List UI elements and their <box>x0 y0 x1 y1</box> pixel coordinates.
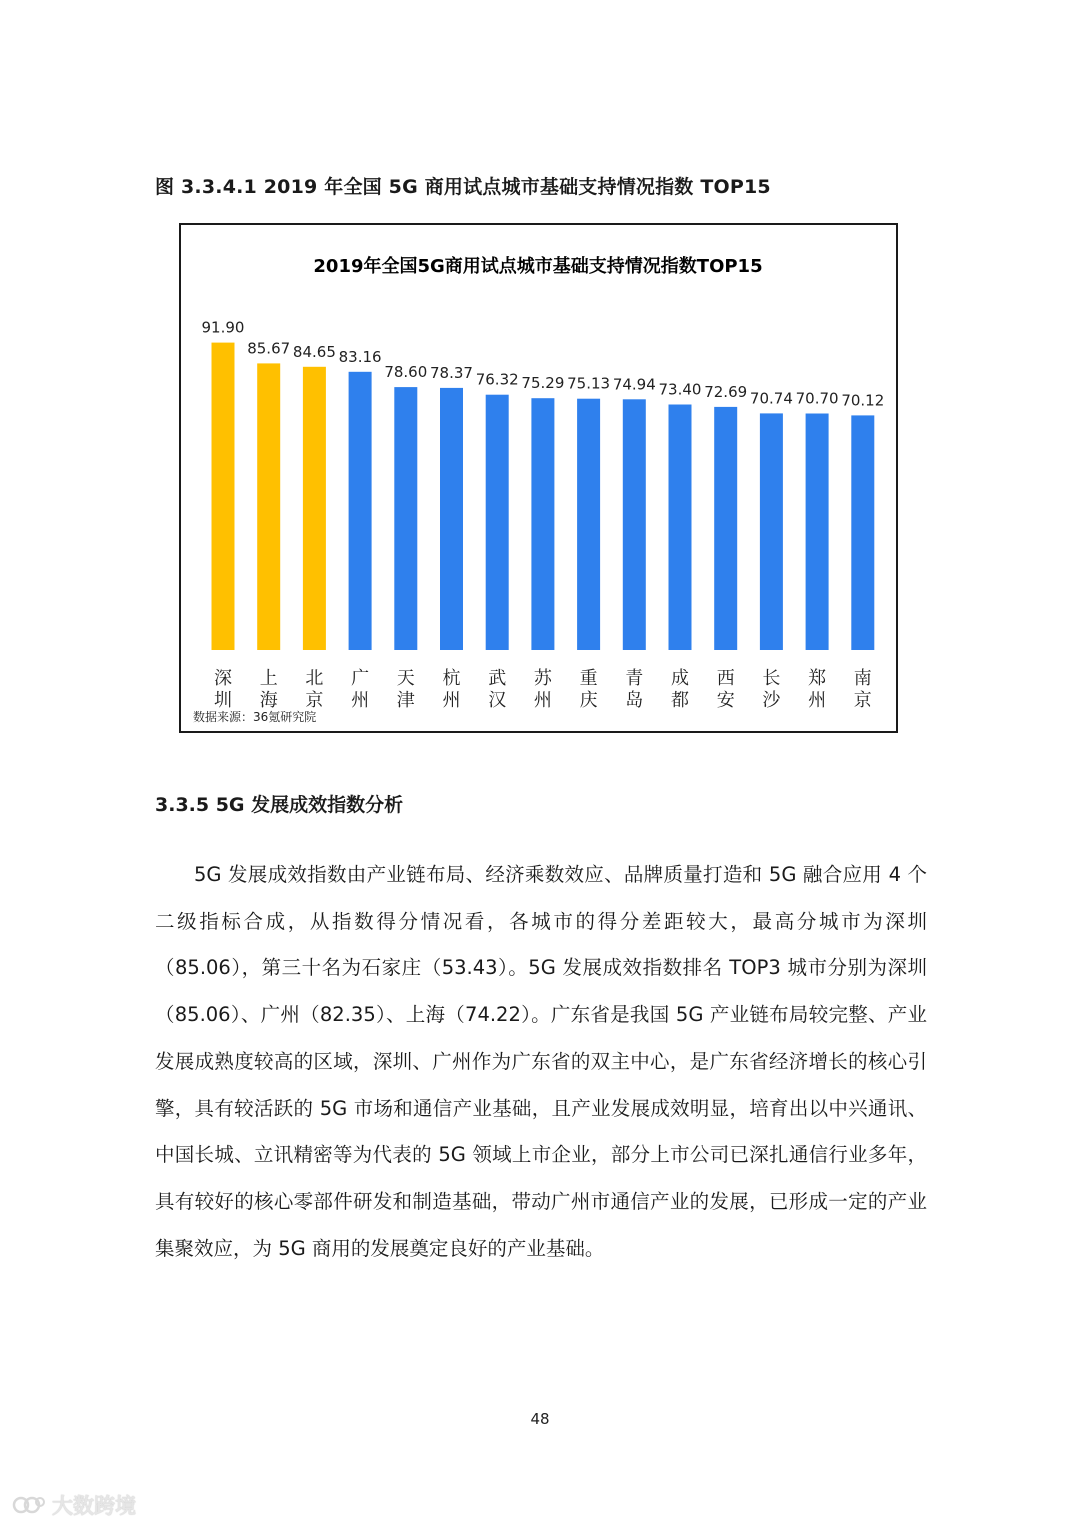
value-label-9: 74.94 <box>612 375 656 394</box>
category-label-12: 长沙 <box>762 668 781 711</box>
category-labels-layer <box>214 667 872 711</box>
chart-title: 2019年全国5G商用试点城市基础支持情况指数TOP15 <box>313 256 763 277</box>
bar-11 <box>714 407 737 650</box>
category-label-9: 青岛 <box>625 668 644 711</box>
category-label-3: 广州 <box>351 668 370 711</box>
bar-5 <box>440 388 463 650</box>
value-label-5: 78.37 <box>430 363 473 382</box>
value-label-4: 78.60 <box>384 363 428 382</box>
value-label-13: 70.70 <box>795 389 839 408</box>
bar-14 <box>851 415 874 650</box>
value-label-3: 83.16 <box>338 347 382 366</box>
bar-10 <box>669 405 692 651</box>
category-label-1: 上海 <box>259 668 278 711</box>
category-label-0: 深圳 <box>214 668 232 711</box>
bar-1 <box>257 363 280 650</box>
value-label-10: 73.40 <box>658 380 702 399</box>
bar-12 <box>760 413 783 650</box>
value-label-2: 84.65 <box>292 342 336 361</box>
bar-chart <box>179 223 898 733</box>
bar-0 <box>212 343 235 650</box>
category-label-14: 南京 <box>853 668 872 711</box>
chart-canvas <box>181 225 896 731</box>
chart-source-note: 数据来源：36氪研究院 <box>193 710 317 724</box>
section-heading: 3.3.5 5G 发展成效指数分析 <box>155 794 404 816</box>
bar-8 <box>577 399 600 650</box>
category-label-11: 西安 <box>716 668 735 711</box>
bar-6 <box>486 395 509 650</box>
body-paragraph: 5G 发展成效指数由产业链布局、经济乘数效应、品牌质量打造和 5G 融合应用 4 个二级指标合成，从指数得分情况看，各城市的得分差距较大，最高分城市为深圳（85.06），第三十名为石家庄（53.43）。5G 发展成效指数排名 TOP3 城市分别为深圳（85.06）、广州（82.35）、上海（74.22）。广东省是我国 5G 产业链布局较完整、产业发展成熟度较高的区域，深圳、广州作为广东省的双主中心，是广东省经济增长的核心引擎，具有较活跃的 5G 市场和通信产业基础，且产业发展成效明显，培育出以中兴通讯、中国长城、立讯精密等为代表的 5G 领域上市企业，部分上市公司已深扎通信行业多年，具有较好的核心零部件研发和制造基础，带动广州市通信产业的发展，已形成一定的产业集聚效应，为 5G 商用的发展奠定良好的产业基础。 <box>155 863 927 1260</box>
watermark <box>12 1490 136 1520</box>
value-label-14: 70.12 <box>841 391 885 410</box>
category-label-5: 杭州 <box>442 668 461 711</box>
bar-3 <box>349 372 372 650</box>
bar-2 <box>303 367 326 650</box>
value-label-12: 70.74 <box>749 389 793 408</box>
category-label-10: 成都 <box>671 668 689 711</box>
category-label-2: 北京 <box>305 668 324 711</box>
brand-logo-icon <box>12 1493 48 1517</box>
value-label-8: 75.13 <box>567 374 611 393</box>
page-number: 48 <box>530 1410 550 1428</box>
category-label-8: 重庆 <box>579 668 598 711</box>
category-label-6: 武汉 <box>488 668 507 711</box>
bar-9 <box>623 399 646 650</box>
value-label-0: 91.90 <box>201 318 245 337</box>
value-label-11: 72.69 <box>704 382 748 401</box>
bar-13 <box>806 414 829 651</box>
value-label-7: 75.29 <box>521 374 565 393</box>
category-label-4: 天津 <box>396 668 415 711</box>
category-label-13: 郑州 <box>808 668 827 711</box>
value-label-6: 76.32 <box>475 370 519 389</box>
figure-caption: 图 3.3.4.1 2019 年全国 5G 商用试点城市基础支持情况指数 TOP15 <box>155 176 771 198</box>
bar-7 <box>531 398 554 650</box>
value-label-1: 85.67 <box>247 339 291 358</box>
watermark-text: 大数跨境 <box>52 1494 136 1518</box>
bar-4 <box>394 387 417 650</box>
category-label-7: 苏州 <box>533 668 552 711</box>
